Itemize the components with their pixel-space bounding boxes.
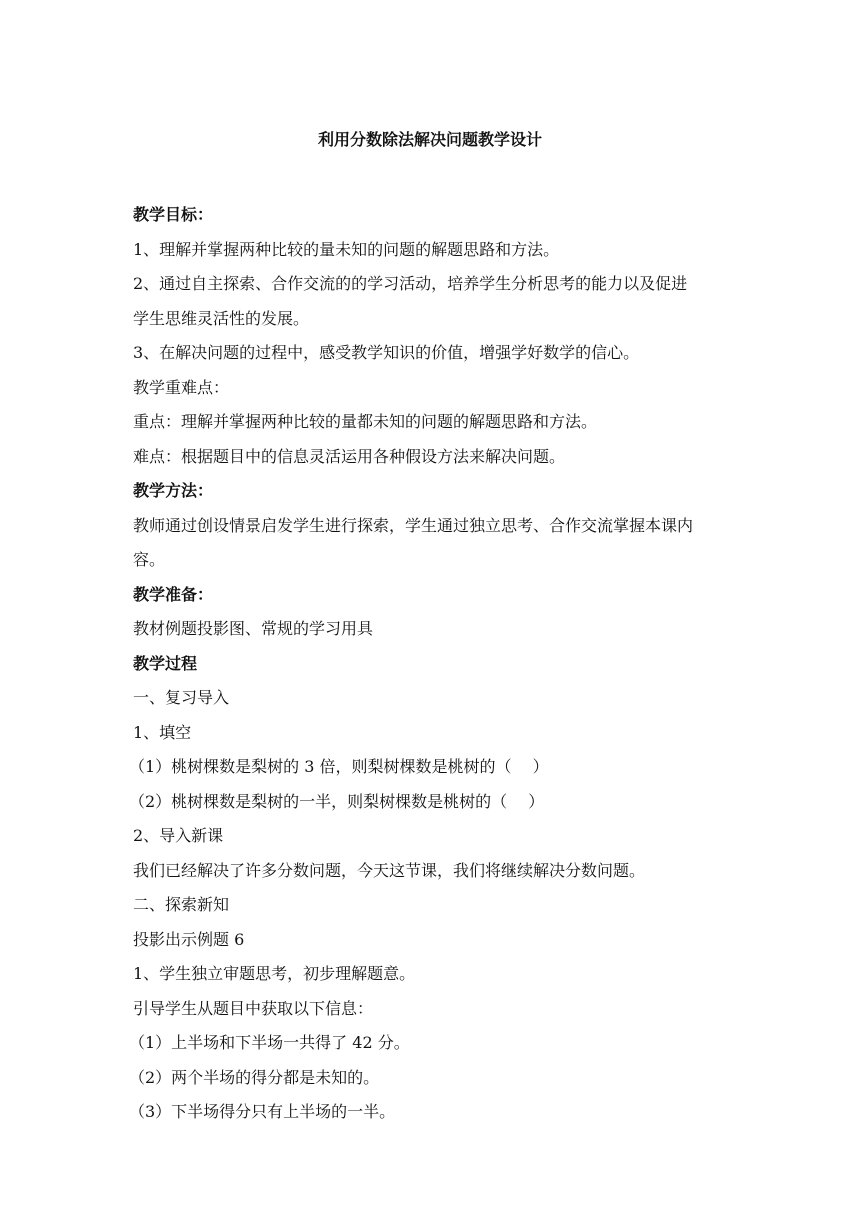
- paragraph-line: 2、导入新课: [133, 826, 224, 845]
- paragraph-line: 难点：根据题目中的信息灵活运用各种假设方法来解决问题。: [133, 446, 566, 466]
- paragraph-line: 我们已经解决了许多分数问题，今天这节课，我们将继续解决分数问题。: [133, 860, 646, 880]
- section-heading: 教学方法：: [133, 481, 214, 500]
- paragraph-line: 1、填空: [133, 722, 192, 742]
- paragraph-line: 投影出示例题 6: [133, 929, 245, 949]
- section-heading: 教学目标：: [133, 205, 214, 224]
- paragraph-line: 引导学生从题目中获取以下信息：: [133, 998, 374, 1018]
- paragraph-line: 重点：理解并掌握两种比较的量都未知的问题的解题思路和方法。: [133, 412, 598, 431]
- document-title: 利用分数除法解决问题教学设计: [317, 130, 542, 149]
- paragraph-line: （2）桃树棵数是梨树的一半，则梨树棵数是桃树的（ ）: [129, 791, 545, 811]
- paragraph-line: 3、在解决问题的过程中，感受教学知识的价值，增强学好数学的信心。: [133, 343, 640, 362]
- paragraph-line: 教材例题投影图、常规的学习用具: [133, 619, 374, 638]
- paragraph-line: （1）桃树棵数是梨树的 3 倍，则梨树棵数是桃树的（ ）: [129, 757, 549, 776]
- paragraph-line: 1、理解并掌握两种比较的量未知的问题的解题思路和方法。: [133, 239, 560, 259]
- section-heading: 教学过程: [133, 653, 198, 673]
- paragraph-line: （3）下半场得分只有上半场的一半。: [129, 1102, 396, 1121]
- paragraph-line: 学生思维灵活性的发展。: [133, 308, 310, 328]
- paragraph-line: 1、学生独立审题思考，初步理解题意。: [133, 964, 416, 983]
- section-heading: 教学准备：: [133, 584, 214, 604]
- paragraph-line: 教师通过创设情景启发学生进行探索，学生通过独立思考、合作交流掌握本课内: [133, 515, 694, 535]
- paragraph-line: 2、通过自主探索、合作交流的的学习活动，培养学生分析思考的能力以及促进: [133, 274, 688, 293]
- document-body: [129, 198, 733, 1130]
- paragraph-line: （1）上半场和下半场一共得了 42 分。: [129, 1033, 410, 1052]
- paragraph-line: 一、复习导入: [133, 688, 230, 707]
- paragraph-line: 教学重难点：: [133, 377, 230, 397]
- paragraph-line: （2）两个半场的得分都是未知的。: [129, 1067, 380, 1087]
- paragraph-line: 容。: [133, 550, 166, 569]
- paragraph-line: 二、探索新知: [133, 895, 230, 914]
